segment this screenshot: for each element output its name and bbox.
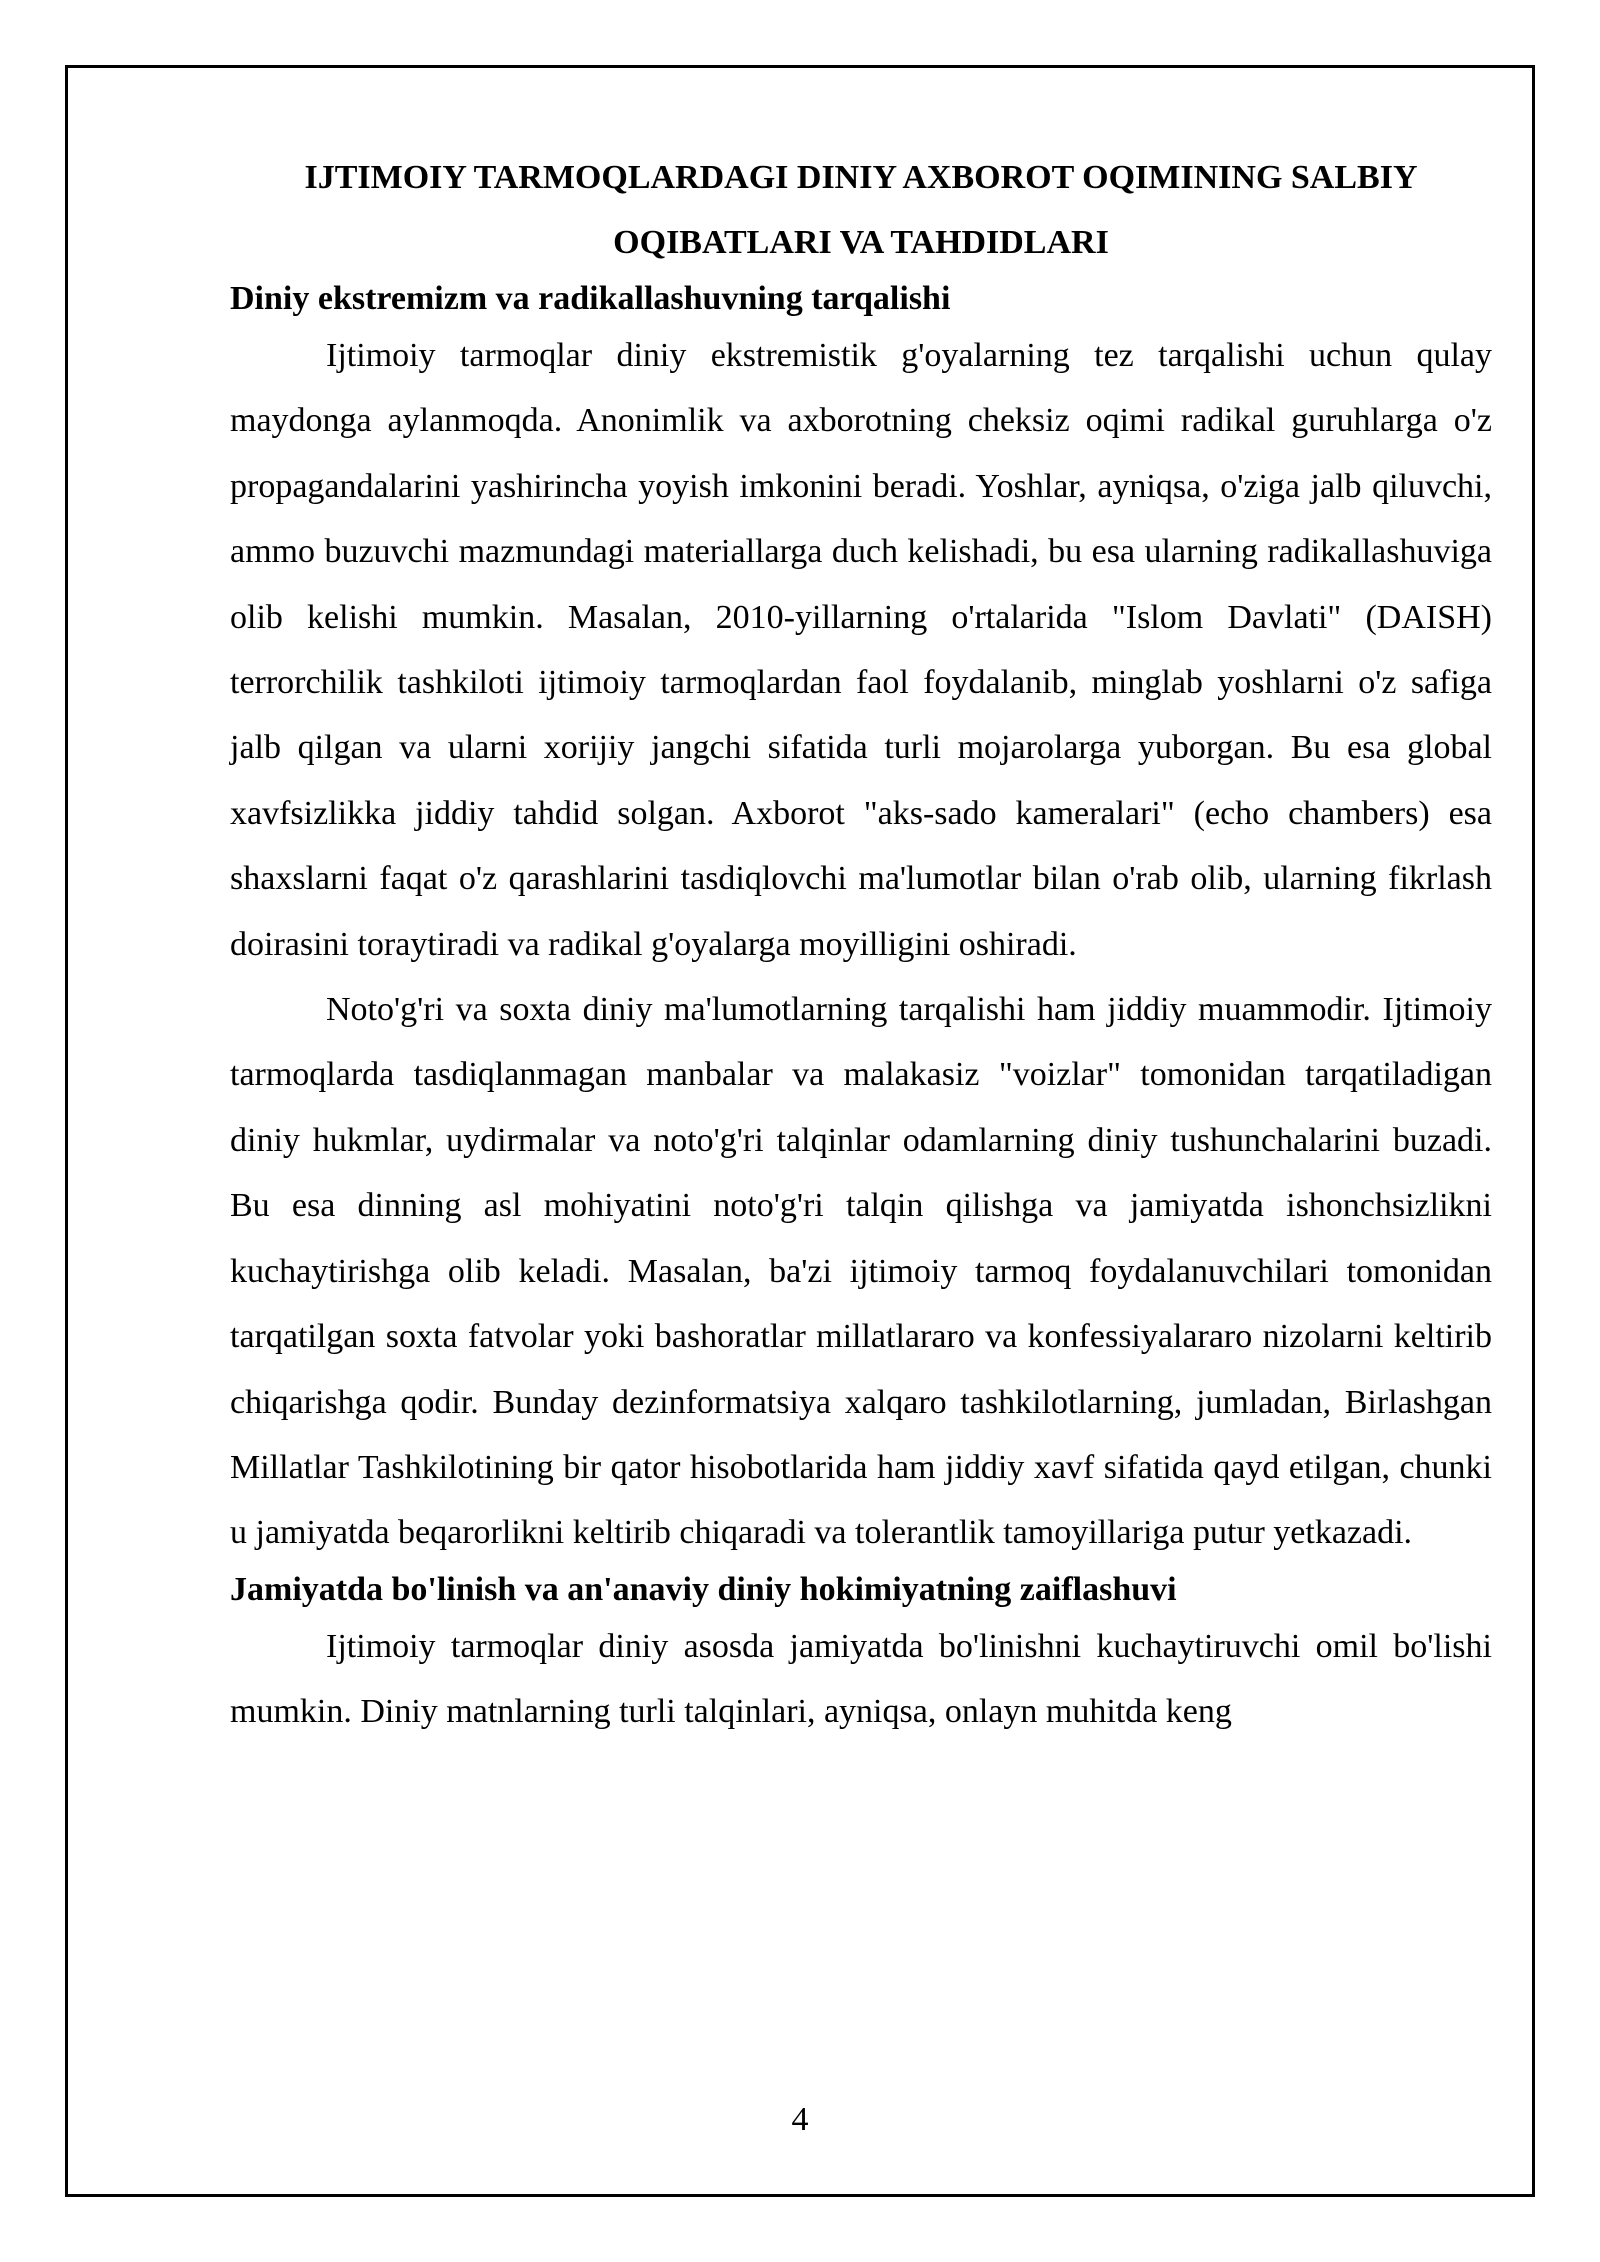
title-line-1: IJTIMOIY TARMOQLARDAGI DINIY AXBOROT OQIMINING SALBIY bbox=[304, 159, 1418, 196]
document-title bbox=[230, 145, 1492, 275]
paragraph-division: Ijtimoiy tarmoqlar diniy asosda jamiyatda bo'linishni kuchaytiruvchi omil bo'lishi mumkin. Diniy matnlarning turli talqinlari, ayniqsa, onlayn muhitda keng bbox=[230, 1627, 1492, 1731]
page-number: 4 bbox=[791, 2101, 809, 2138]
document-body bbox=[230, 145, 1492, 1745]
paragraph-misinformation: Noto'g'ri va soxta diniy ma'lumotlarning tarqalishi ham jiddiy muammodir. Ijtimoiy tarmoqlarda tasdiqlanmagan manbalar va malakasiz "voizlar" tomonidan tarqatiladigan diniy hukmlar, uydirmalar va noto'g'ri talqinlar odamlarning diniy tushunchalarini buzadi. Bu esa dinning asl mohiyatini noto'g'ri talqin qilishga va jamiyatda ishonchsizlikni kuchaytirishga olib keladi. Masalan, ba'zi ijtimoiy tarmoq foydalanuvchilari tomonidan tarqatilgan soxta fatvolar yoki bashoratlar millatlararo va konfessiyalararo nizolarni keltirib chiqarishga qodir. Bunday dezinformatsiya xalqaro tashkilotlarning, jumladan, Birlashgan Millatlar Tashkilotining bir qator hisobotlarida ham jiddiy xavf sifatida qayd etilgan, chunki u jamiyatda beqarorlikni keltirib chiqaradi va tolerantlik tamoyillariga putur yetkazadi. bbox=[230, 991, 1492, 1552]
section-heading-extremism: Diniy ekstremizm va radikallashuvning tarqalishi bbox=[230, 280, 951, 317]
title-line-2: OQIBATLARI VA TAHDIDLARI bbox=[613, 224, 1109, 261]
paragraph-extremism: Ijtimoiy tarmoqlar diniy ekstremistik g'oyalarning tez tarqalishi uchun qulay maydonga aylanmoqda. Anonimlik va axborotning cheksiz oqimi radikal guruhlarga o'z propagandalarini yashirincha yoyish imkonini beradi. Yoshlar, ayniqsa, o'ziga jalb qiluvchi, ammo buzuvchi mazmundagi materiallarga duch kelishadi, bu esa ularning radikallashuviga olib kelishi mumkin. Masalan, 2010-yillarning o'rtalarida "Islom Davlati" (DAISH) terrorchilik tashkiloti ijtimoiy tarmoqlardan faol foydalanib, minglab yoshlarni o'z safiga jalb qilgan va ularni xorijiy jangchi sifatida turli mojarolarga yuborgan. Bu esa global xavfsizlikka jiddiy tahdid solgan. Axborot "aks-sado kameralari" (echo chambers) esa shaxslarni faqat o'z qarashlarini tasdiqlovchi ma'lumotlar bilan o'rab olib, ularning fikrlash doirasini toraytiradi va radikal g'oyalarga moyilligini oshiradi. bbox=[230, 337, 1492, 963]
section-heading-division: Jamiyatda bo'linish va an'anaviy diniy hokimiyatning zaiflashuvi bbox=[230, 1570, 1177, 1608]
